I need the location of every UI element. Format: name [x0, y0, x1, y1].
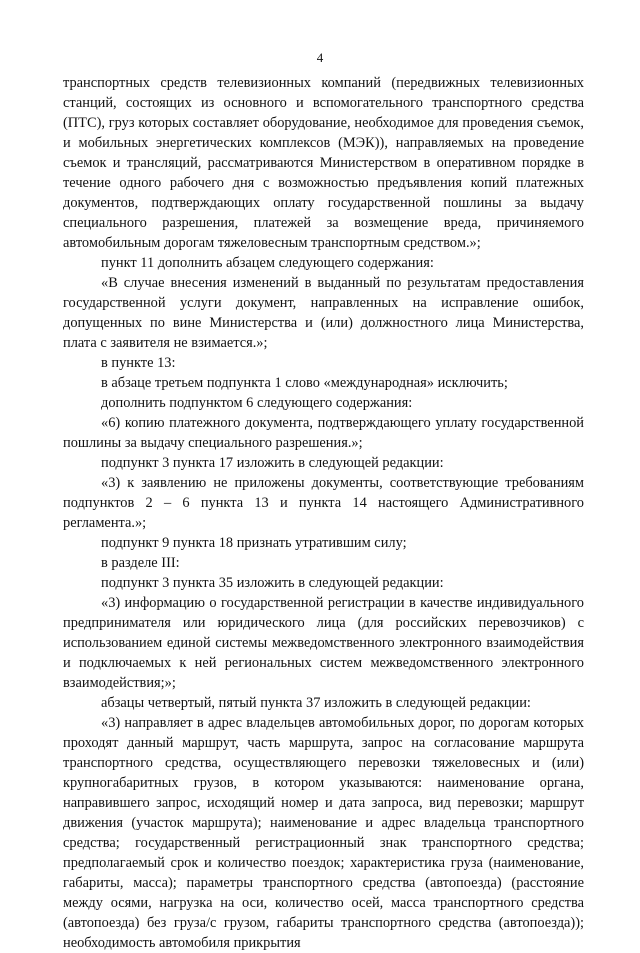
page-number: 4 — [316, 50, 324, 65]
paragraph-item-35: подпункт 3 пункта 35 изложить в следующей редакции: — [101, 575, 444, 591]
paragraph-ts-teleco: транспортных средств телевизионных компаний (передвижных телевизионных станций, состоящих из основного и вспомогательного транспортного средства (ПТС), груз которых составляет оборудование, необходимое для проведения съемок, и мобильных энергетических комплексов (МЭК)), направляемых на проведение съемок и трансляций, рассматриваются Министерством в оперативном порядке в течение одного рабочего дня с возможностью предъявления копий платежных документов, подтверждающих оплату государственной пошлины за выдачу специального разрешения, платежей за возмещение вреда, причиняемого автомобильным дорогам тяжеловесным транспортным средством.»; — [63, 75, 584, 251]
paragraph-item-11-text: «В случае внесения изменений в выданный по результатам предоставления государственной услуги документ, направленных на исправление ошибок, допущенных по вине Министерства и (или) должностного лица Министерства, плата с заявителя не взимается.»; — [63, 275, 584, 351]
paragraph-item-17-text: «3) к заявлению не приложены документы, соответствующие требованиям подпунктов 2 – 6 пункта 13 и пункта 14 настоящего Административного регламента.»; — [63, 475, 584, 531]
document-body — [63, 73, 584, 953]
paragraph-item-17: подпункт 3 пункта 17 изложить в следующей редакции: — [101, 455, 444, 471]
paragraph-item-13-sub6-text: «6) копию платежного документа, подтверждающего уплату государственной пошлины за выдачу специального разрешения.»; — [63, 415, 584, 451]
paragraph-item-13-add6: дополнить подпунктом 6 следующего содержания: — [101, 395, 413, 411]
paragraph-item-18: подпункт 9 пункта 18 признать утратившим силу; — [101, 535, 407, 551]
paragraph-item-13: в пункте 13: — [101, 355, 176, 371]
paragraph-item-37: абзацы четвертый, пятый пункта 37 изложить в следующей редакции: — [101, 695, 531, 711]
paragraph-item-37-text: «3) направляет в адрес владельцев автомобильных дорог, по дорогам которых проходят данный маршрут, часть маршрута, запрос на согласование маршрута транспортного средства, осуществляющего перевозки тяжеловесных и (или) крупногабаритных грузов, в котором указываются: наименование органа, направившего запрос, исходящий номер и дата запроса, вид перевозки; маршрут движения (участок маршрута); наименование и адрес владельца транспортного средства; государственный регистрационный знак транспортного средства; предполагаемый срок и количество поездок; характеристика груза (наименование, габариты, масса); параметры транспортного средства (автопоезда) (расстояние между осями, нагрузка на оси, количество осей, масса транспортного средства (автопоезда) без груза/с грузом, габариты транспортного средства (автопоезда)); необходимость автомобиля прикрытия — [63, 715, 584, 951]
paragraph-item-13-sub1: в абзаце третьем подпункта 1 слово «международная» исключить; — [101, 375, 508, 391]
paragraph-section-3: в разделе III: — [101, 555, 180, 571]
paragraph-item-11-amend: пункт 11 дополнить абзацем следующего содержания: — [101, 255, 434, 271]
paragraph-item-35-text: «3) информацию о государственной регистрации в качестве индивидуального предпринимателя или юридического лица (для российских перевозчиков) с использованием единой системы межведомственного электронного взаимодействия и подключаемых к ней региональных систем межведомственного электронного взаимодействия;»; — [63, 595, 584, 691]
